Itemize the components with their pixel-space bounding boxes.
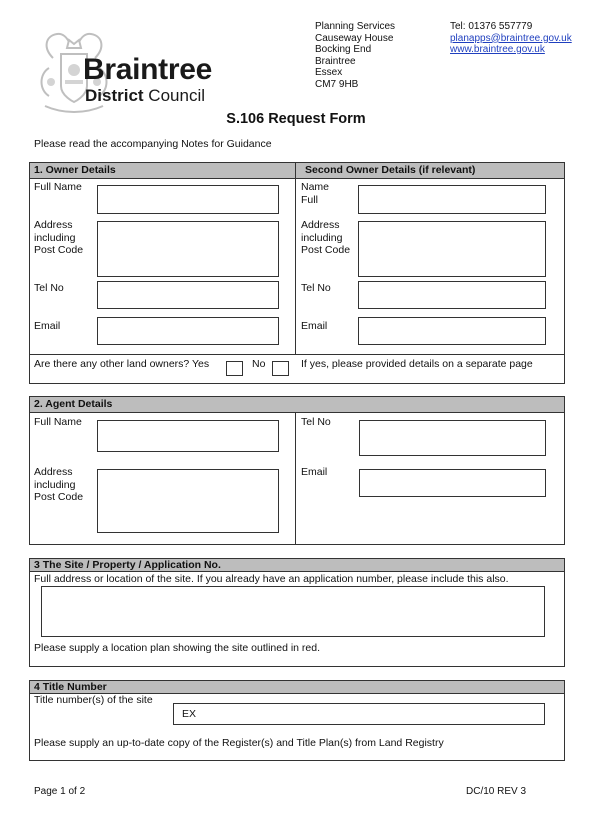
section-header	[30, 559, 564, 572]
owner1-email-label: Email	[34, 320, 61, 332]
telephone: Tel: 01376 557779	[450, 21, 533, 32]
agent-address-field[interactable]	[97, 469, 279, 533]
address-label-line: Address	[34, 219, 73, 231]
owner1-email-field[interactable]	[97, 317, 279, 345]
other-owners-question: Are there any other land owners? Yes	[34, 358, 210, 370]
address-label-line: Post Code	[301, 244, 351, 256]
intro-text: Please read the accompanying Notes for Guidance	[34, 138, 272, 150]
other-owners-note: If yes, please provided details on a separate page	[301, 358, 533, 370]
section-header	[30, 163, 564, 179]
site-location-plan-note: Please supply a location plan showing the site outlined in red.	[34, 642, 321, 654]
form-reference: DC/10 REV 3	[466, 786, 527, 797]
address-line: Causeway House	[315, 32, 394, 44]
agent-full-name-field[interactable]	[97, 420, 279, 452]
title-number-heading: 4 Title Number	[34, 681, 107, 693]
section-header	[30, 681, 564, 694]
website-link[interactable]: www.braintree.gov.uk	[450, 44, 545, 55]
agent-details-heading: 2. Agent Details	[34, 398, 113, 410]
column-divider	[295, 412, 296, 544]
address-label-line: including	[34, 231, 76, 244]
email-link[interactable]: planapps@braintree.gov.uk	[450, 32, 572, 44]
owner2-tel-field[interactable]	[358, 281, 546, 309]
brand-sub-rest: Council	[143, 86, 205, 105]
form-title: S.106 Request Form	[226, 111, 366, 127]
other-owners-yes-checkbox[interactable]	[226, 361, 243, 376]
address-line: Bocking End	[315, 44, 372, 55]
page-number: Page 1 of 2	[34, 786, 86, 797]
owner2-address-field[interactable]	[358, 221, 546, 277]
site-property-section	[29, 558, 565, 667]
address-line: Planning Services	[315, 21, 396, 32]
owner2-email-label: Email	[301, 320, 328, 332]
second-owner-heading: Second Owner Details (if relevant)	[305, 164, 476, 176]
owner2-address-label	[301, 219, 350, 257]
agent-full-name-label: Full Name	[34, 416, 82, 428]
agent-tel-field[interactable]	[359, 420, 546, 456]
title-number-label: Title number(s) of the site	[34, 694, 153, 706]
owner1-address-label	[34, 219, 83, 257]
site-heading: 3 The Site / Property / Application No.	[34, 559, 221, 571]
agent-address-label	[34, 466, 83, 504]
owner1-tel-label: Tel No	[34, 282, 64, 294]
column-divider	[295, 163, 296, 354]
address-label-line: Address	[301, 219, 340, 231]
title-number-value: EX	[182, 708, 197, 720]
site-instruction: Full address or location of the site. If you already have an application number, please include this also.	[34, 573, 509, 585]
owner1-full-name-label: Full Name	[34, 181, 82, 193]
name-label-line: Full	[301, 193, 318, 206]
owner1-full-name-field[interactable]	[97, 185, 279, 214]
owner1-address-field[interactable]	[97, 221, 279, 277]
owner-details-heading: 1. Owner Details	[34, 164, 116, 176]
council-address	[315, 21, 395, 90]
site-address-field[interactable]	[41, 586, 545, 637]
title-number-field[interactable]	[173, 703, 545, 725]
address-label-line: including	[34, 478, 76, 491]
owner1-tel-field[interactable]	[97, 281, 279, 309]
land-registry-note: Please supply an up-to-date copy of the Register(s) and Title Plan(s) from Land Registry	[34, 737, 444, 749]
owner2-tel-label: Tel No	[301, 282, 331, 294]
brand-name: Braintree	[83, 53, 213, 86]
address-line: CM7 9HB	[315, 78, 359, 90]
name-label-line: Name	[301, 181, 330, 193]
section-header	[30, 397, 564, 413]
address-label-line: including	[301, 231, 343, 244]
other-owners-no-label: No	[252, 358, 266, 370]
address-label-line: Post Code	[34, 491, 84, 503]
agent-email-label: Email	[301, 466, 328, 478]
address-line: Braintree	[315, 55, 356, 67]
address-label-line: Post Code	[34, 244, 84, 256]
row-divider	[30, 354, 564, 355]
address-line: Essex	[315, 67, 343, 78]
other-owners-no-checkbox[interactable]	[272, 361, 289, 376]
agent-details-section	[29, 396, 565, 545]
brand-sub-bold: District	[85, 86, 144, 105]
agent-email-field[interactable]	[359, 469, 546, 497]
agent-tel-label: Tel No	[301, 416, 331, 428]
owner-details-section	[29, 162, 565, 384]
owner2-email-field[interactable]	[358, 317, 546, 345]
brand-subtitle	[85, 87, 205, 105]
council-contact	[450, 21, 572, 56]
owner2-name-label	[301, 181, 329, 206]
owner2-full-name-field[interactable]	[358, 185, 546, 214]
title-number-section	[29, 680, 565, 761]
address-label-line: Address	[34, 466, 73, 478]
